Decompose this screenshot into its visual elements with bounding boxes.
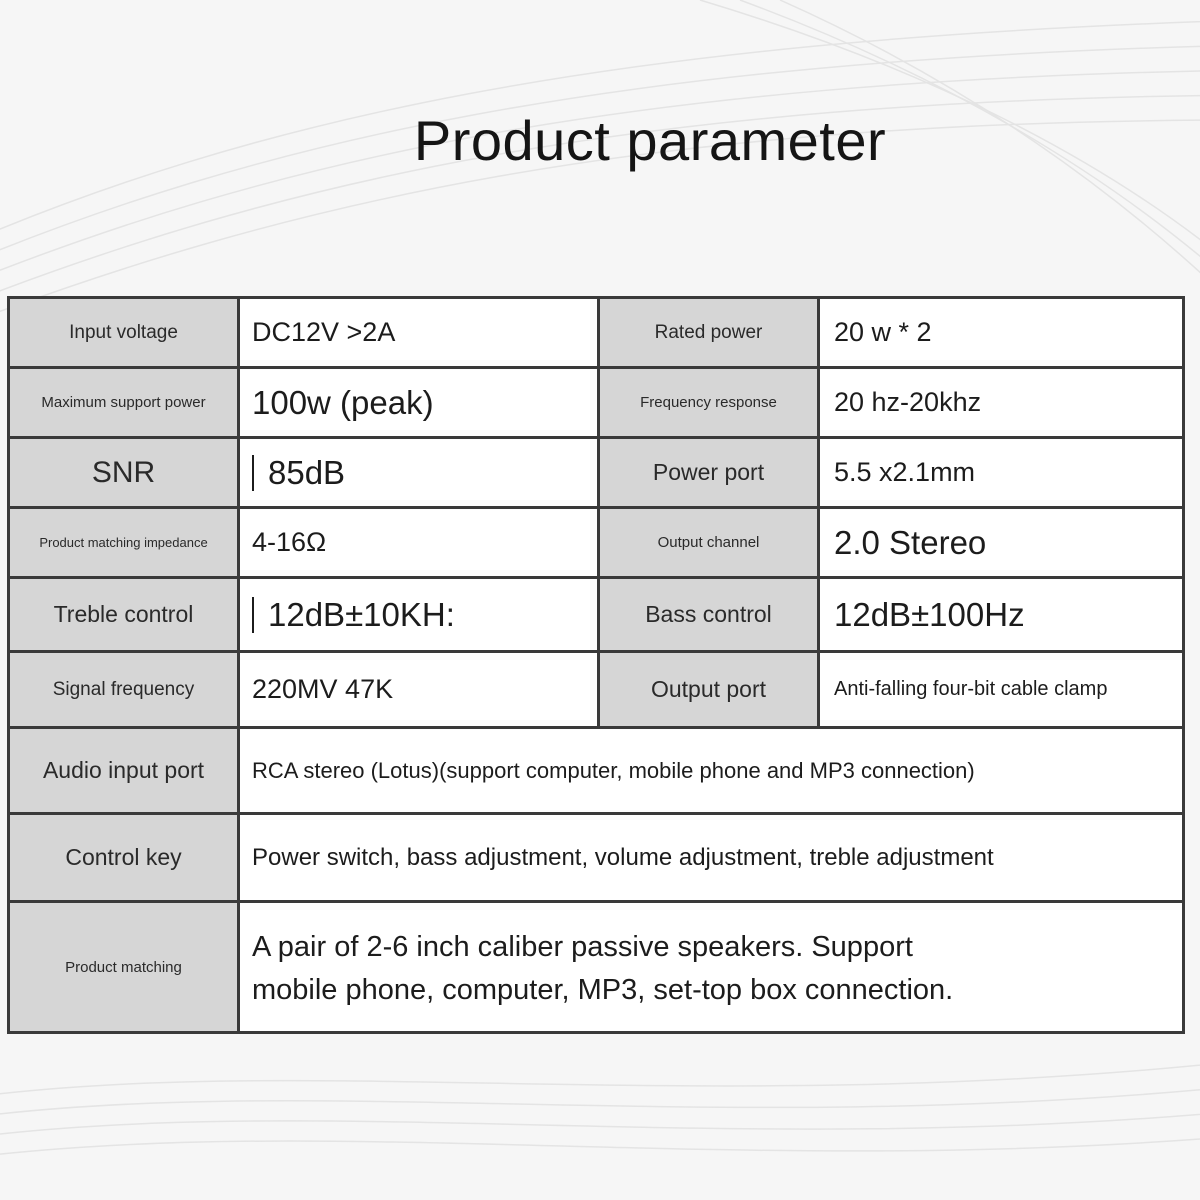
table-row	[10, 369, 1182, 439]
label-control-key: Control key	[10, 815, 240, 900]
text-cursor-mark	[252, 455, 254, 491]
label-output-port: Output port	[600, 653, 820, 726]
value-frequency-response: 20 hz-20khz	[820, 369, 1182, 436]
table-row	[10, 579, 1182, 653]
value-power-port: 5.5 x2.1mm	[820, 439, 1182, 506]
value-product-matching-impedance: 4-16Ω	[240, 509, 600, 576]
label-frequency-response: Frequency response	[600, 369, 820, 436]
table-row	[10, 439, 1182, 509]
label-maximum-support-power: Maximum support power	[10, 369, 240, 436]
label-product-matching-impedance: Product matching impedance	[10, 509, 240, 576]
text-cursor-mark	[252, 597, 254, 633]
table-row	[10, 903, 1182, 1031]
label-output-channel: Output channel	[600, 509, 820, 576]
value-snr-cell	[240, 439, 600, 506]
value-input-voltage: DC12V >2A	[240, 299, 600, 366]
value-signal-frequency: 220MV 47K	[240, 653, 600, 726]
value-maximum-support-power: 100w (peak)	[240, 369, 600, 436]
page-title: Product parameter	[413, 109, 887, 172]
label-product-matching: Product matching	[10, 903, 240, 1031]
value-product-matching-line2: mobile phone, computer, MP3, set-top box connection.	[252, 974, 954, 1006]
label-power-port: Power port	[600, 439, 820, 506]
value-control-key: Power switch, bass adjustment, volume adjustment, treble adjustment	[240, 815, 1182, 900]
value-output-port: Anti-falling four-bit cable clamp	[820, 653, 1182, 726]
label-audio-input-port: Audio input port	[10, 729, 240, 812]
label-rated-power: Rated power	[600, 299, 820, 366]
table-row	[10, 653, 1182, 729]
value-output-channel: 2.0 Stereo	[820, 509, 1182, 576]
value-product-matching	[240, 903, 1182, 1031]
value-snr: 85dB	[268, 453, 346, 491]
label-treble-control: Treble control	[10, 579, 240, 650]
label-signal-frequency: Signal frequency	[10, 653, 240, 726]
label-bass-control: Bass control	[600, 579, 820, 650]
value-bass-control: 12dB±100Hz	[820, 579, 1182, 650]
value-treble-control: 12dB±10KH:	[268, 595, 455, 633]
table-row	[10, 299, 1182, 369]
table-row	[10, 815, 1182, 903]
spec-table	[7, 296, 1185, 1034]
value-rated-power: 20 w * 2	[820, 299, 1182, 366]
label-input-voltage: Input voltage	[10, 299, 240, 366]
table-row	[10, 509, 1182, 579]
label-snr: SNR	[10, 439, 240, 506]
value-treble-control-cell	[240, 579, 600, 650]
table-row	[10, 729, 1182, 815]
value-product-matching-line1: A pair of 2-6 inch caliber passive speakers. Support	[252, 931, 913, 963]
value-audio-input-port: RCA stereo (Lotus)(support computer, mobile phone and MP3 connection)	[240, 729, 1182, 812]
